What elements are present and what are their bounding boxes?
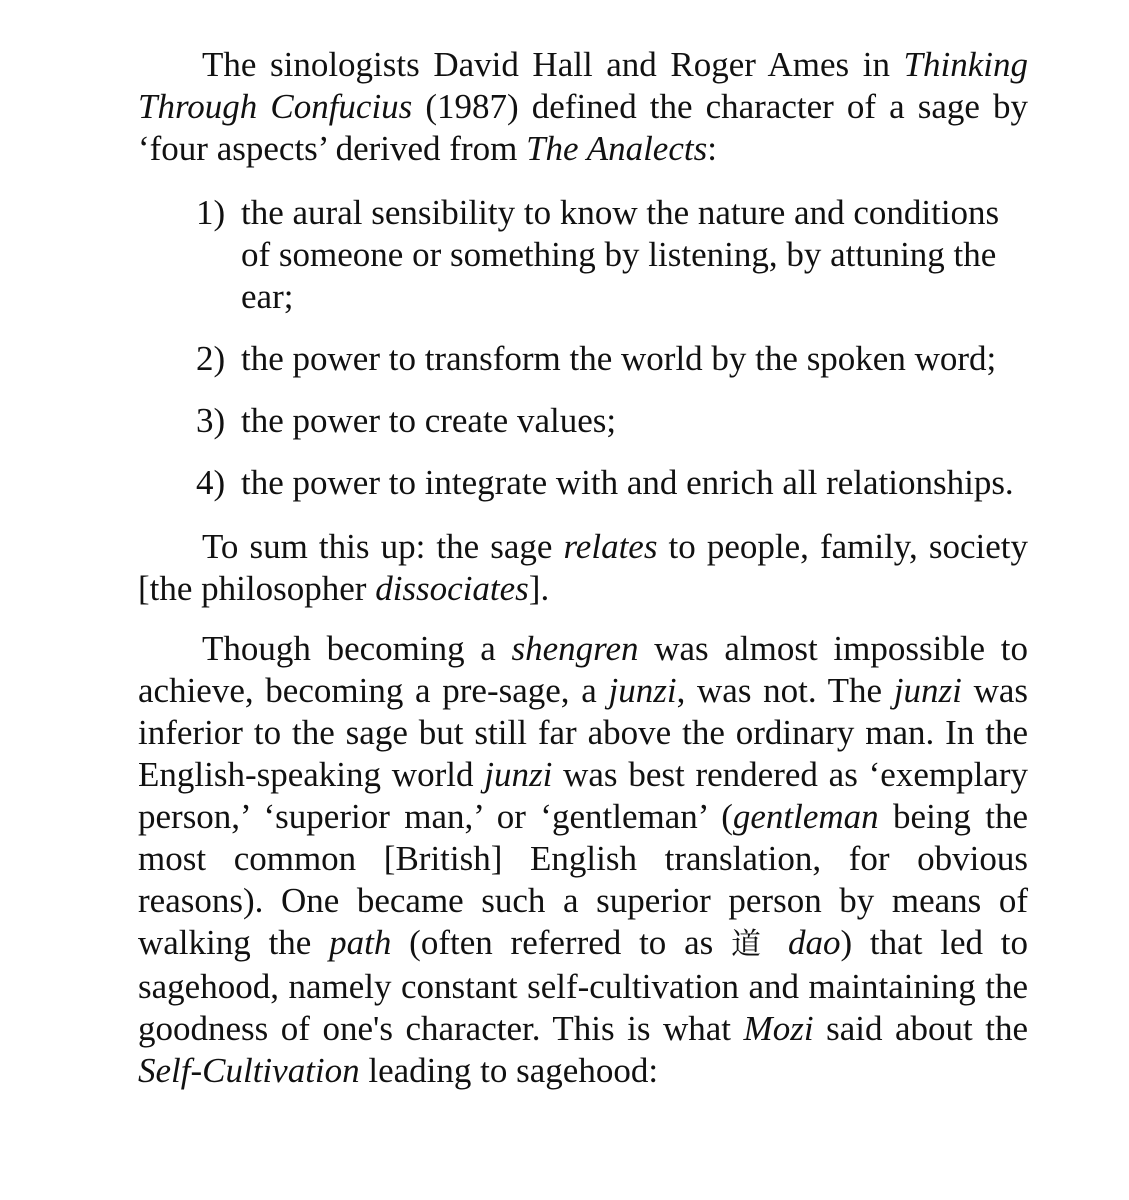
text-run: was almost impossible to achieve, becoming a pre-sage, a [138, 629, 1028, 710]
text-run: , was not. The [676, 671, 894, 710]
list-item-text: the power to transform the world by the spoken word; [241, 339, 997, 378]
list-number: 4) [196, 463, 226, 502]
list-item-text: the power to create values; [241, 401, 617, 440]
text-run: leading to sagehood: [359, 1051, 659, 1090]
text-run: (1987) defined the character of a sage by ‘four aspects’ derived from [138, 87, 1028, 168]
list-item [138, 192, 1028, 318]
list-number: 1) [196, 193, 226, 232]
text-run: (often referred to as [391, 923, 732, 962]
emphasis: path [329, 923, 392, 962]
page-bottom-edge [0, 1188, 1129, 1200]
list-item-text: the aural sensibility to know the nature and conditions of someone or something by listening, by attuning the ear; [241, 193, 1000, 316]
text-run: ) that led to sagehood, namely constant self-cultivation and maintaining the goodness of one's character. This is what [138, 923, 1029, 1048]
chinese-character: 道 [731, 927, 771, 962]
four-aspects-list [138, 192, 1028, 504]
emphasis: junzi [608, 671, 677, 710]
emphasis: gentleman [732, 797, 879, 836]
text-run: ]. [528, 569, 550, 608]
list-item [138, 462, 1028, 504]
list-item-text: the power to integrate with and enrich all relationships. [241, 463, 1014, 502]
book-title: The Analects [526, 129, 708, 168]
book-title: Thinking Through Confucius [138, 45, 1028, 126]
text-run: being the most common [British] English translation, for obvious reasons). One became such a superior person by means of walking the [138, 797, 1028, 962]
emphasis: Mozi [743, 1009, 814, 1048]
text-run: to people, family, society [the philosopher [138, 527, 1028, 608]
summary-paragraph [138, 526, 1028, 610]
text-run [770, 923, 788, 962]
emphasis: Self-Cultivation [138, 1051, 360, 1090]
text-run: To sum this up: the sage [202, 527, 564, 566]
emphasis: junzi [893, 671, 962, 710]
emphasis: relates [563, 527, 658, 566]
junzi-paragraph [138, 628, 1028, 1092]
text-run: was best rendered as ‘exemplary person,’ ‘superior man,’ or ‘gentleman’ ( [138, 755, 1028, 836]
emphasis: junzi [484, 755, 553, 794]
list-item [138, 338, 1028, 380]
list-number: 3) [196, 401, 226, 440]
document-page [138, 44, 1028, 1092]
text-run: Though becoming a [202, 629, 512, 668]
emphasis: dissociates [375, 569, 529, 608]
text-run: was inferior to the sage but still far above the ordinary man. In the English-speaking world [138, 671, 1029, 794]
text-run: : [707, 129, 717, 168]
intro-paragraph [138, 44, 1028, 170]
list-number: 2) [196, 339, 226, 378]
text-run: said about the [813, 1009, 1029, 1048]
emphasis: dao [787, 923, 841, 962]
emphasis: shengren [511, 629, 639, 668]
text-run: The sinologists David Hall and Roger Ames in [202, 45, 904, 84]
list-item [138, 400, 1028, 442]
